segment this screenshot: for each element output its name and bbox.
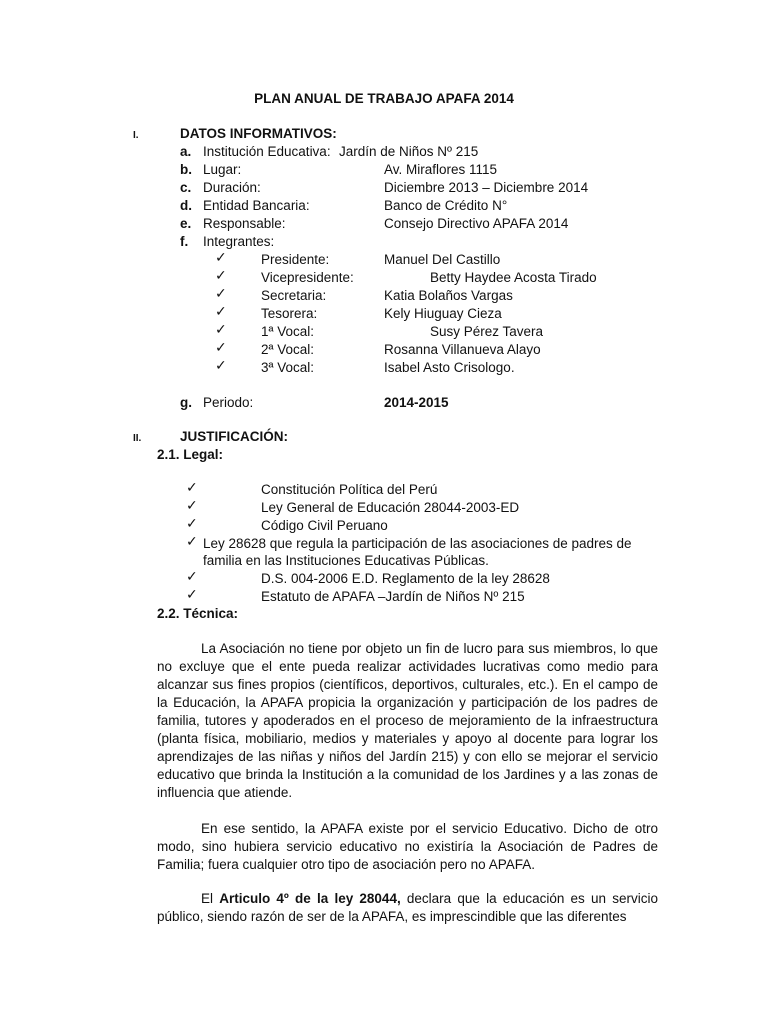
item-value: Banco de Crédito N°	[384, 198, 508, 213]
item-letter: d.	[180, 198, 192, 213]
page-title: PLAN ANUAL DE TRABAJO APAFA 2014	[254, 91, 514, 106]
member-role: 1ª Vocal:	[261, 324, 315, 339]
legal-item-continued: familia en las Instituciones Educativas Públicas.	[203, 553, 489, 568]
paragraph	[157, 890, 658, 926]
paragraph-text: El	[201, 891, 220, 906]
check-icon: ✓	[215, 358, 227, 374]
paragraph-text: declara que la educación es un servicio público, siendo razón de ser de la APAFA, es imprescindible que las diferentes	[157, 891, 658, 924]
check-icon: ✓	[215, 340, 227, 356]
item-letter: a.	[180, 144, 192, 159]
member-name: Manuel Del Castillo	[384, 252, 501, 267]
paragraph	[157, 820, 658, 874]
check-icon: ✓	[186, 587, 198, 603]
section-number: I.	[133, 130, 139, 141]
item-value: Av. Miraflores 1115	[384, 162, 498, 177]
item-letter: c.	[180, 180, 192, 195]
legal-item: Constitución Política del Perú	[261, 482, 438, 497]
check-icon: ✓	[186, 534, 198, 550]
item-label: Entidad Bancaria:	[203, 198, 310, 213]
item-letter: e.	[180, 216, 192, 231]
check-icon: ✓	[186, 498, 198, 514]
member-name: Katia Bolaños Vargas	[384, 288, 513, 303]
legal-item: Ley General de Educación 28044-2003-ED	[261, 500, 520, 515]
item-label: Integrantes:	[203, 234, 275, 249]
section-heading: DATOS INFORMATIVOS:	[180, 126, 337, 141]
paragraph-bold-text: Articulo 4º de la ley 28044,	[219, 891, 401, 906]
item-value: Jardín de Niños Nº 215	[339, 144, 479, 159]
subsection-heading: 2.1. Legal:	[157, 447, 224, 462]
check-icon: ✓	[215, 250, 227, 266]
member-role: Tesorera:	[261, 306, 318, 321]
paragraph	[157, 640, 658, 802]
item-letter: b.	[180, 162, 192, 177]
member-role: 3ª Vocal:	[261, 360, 315, 375]
item-value: Diciembre 2013 – Diciembre 2014	[384, 180, 589, 195]
member-role: Presidente:	[261, 252, 330, 267]
check-icon: ✓	[215, 268, 227, 284]
legal-item: Ley 28628 que regula la participación de las asociaciones de padres de	[203, 536, 632, 551]
member-name: Kely Hiuguay Cieza	[384, 306, 502, 321]
member-name: Rosanna Villanueva Alayo	[384, 342, 541, 357]
check-icon: ✓	[186, 480, 198, 496]
section-number: II.	[133, 433, 142, 444]
item-label: Lugar:	[203, 162, 242, 177]
member-role: Vicepresidente:	[261, 270, 354, 285]
member-name: Isabel Asto Crisologo.	[384, 360, 515, 375]
legal-item: Código Civil Peruano	[261, 518, 388, 533]
member-name: Betty Haydee Acosta Tirado	[430, 270, 597, 285]
item-label: Periodo:	[203, 395, 254, 410]
item-label: Responsable:	[203, 216, 286, 231]
paragraph-text: En ese sentido, la APAFA existe por el servicio Educativo. Dicho de otro modo, sino hubiera servicio educativo no existiría la Asociación de Padres de Familia; fuera cualquier otro tipo de asociación pero no APAFA.	[157, 821, 658, 872]
paragraph-text: La Asociación no tiene por objeto un fin de lucro para sus miembros, lo que no excluye que el ente pueda realizar actividades lucrativas como medio para alcanzar sus fines propios (científicos, deportivos, culturales, etc.). En el campo de la Educación, la APAFA propicia la organización y participación de los padres de familia, tutores y apoderados en el proceso de mejoramiento de la infraestructura (planta física, mobiliario, medios y materiales y apoyo al docente para lograr los aprendizajes de las niñas y niños del Jardín 215) y con ello se mejorar el servicio educativo que brinda la Institución a la comunidad de los Jardines y a las zonas de influencia que atiende.	[157, 641, 658, 800]
legal-item: D.S. 004-2006 E.D. Reglamento de la ley 28628	[261, 571, 550, 586]
item-value: 2014-2015	[384, 395, 449, 410]
check-icon: ✓	[215, 304, 227, 320]
check-icon: ✓	[215, 322, 227, 338]
section-heading: JUSTIFICACIÓN:	[180, 429, 288, 444]
item-value: Consejo Directivo APAFA 2014	[384, 216, 569, 231]
member-name: Susy Pérez Tavera	[430, 324, 544, 339]
subsection-heading: 2.2. Técnica:	[157, 606, 239, 621]
check-icon: ✓	[186, 516, 198, 532]
item-label: Duración:	[203, 180, 261, 195]
item-letter: g.	[180, 395, 192, 410]
item-letter: f.	[180, 234, 189, 249]
member-role: 2ª Vocal:	[261, 342, 315, 357]
check-icon: ✓	[215, 286, 227, 302]
legal-item: Estatuto de APAFA –Jardín de Niños Nº 215	[261, 589, 525, 604]
item-label: Institución Educativa:	[203, 144, 331, 159]
member-role: Secretaria:	[261, 288, 327, 303]
check-icon: ✓	[186, 569, 198, 585]
